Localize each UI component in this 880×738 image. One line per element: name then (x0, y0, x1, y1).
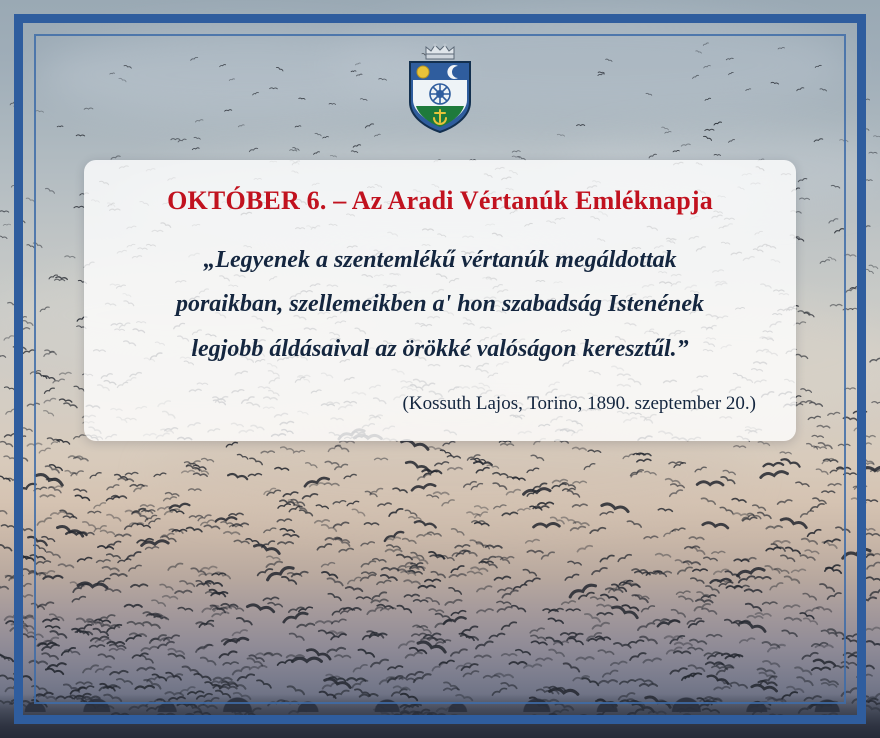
memorial-quote-card (84, 160, 796, 441)
quote-line-3: legjobb áldásaival az örökké valóságon keresztűl.” (191, 335, 689, 362)
quote-line-2: poraikban, szellemeikben a' hon szabadság Istenének (175, 291, 705, 318)
memorial-title: OKTÓBER 6. – Az Aradi Vértanúk Emléknapja (167, 186, 713, 215)
quote-attribution: (Kossuth Lajos, Torino, 1890. szeptember 20.) (402, 393, 756, 415)
coat-of-arms-icon (396, 42, 484, 134)
quote-line-1: „Legyenek a szentemlékű vértanúk megáldottak (203, 247, 677, 273)
